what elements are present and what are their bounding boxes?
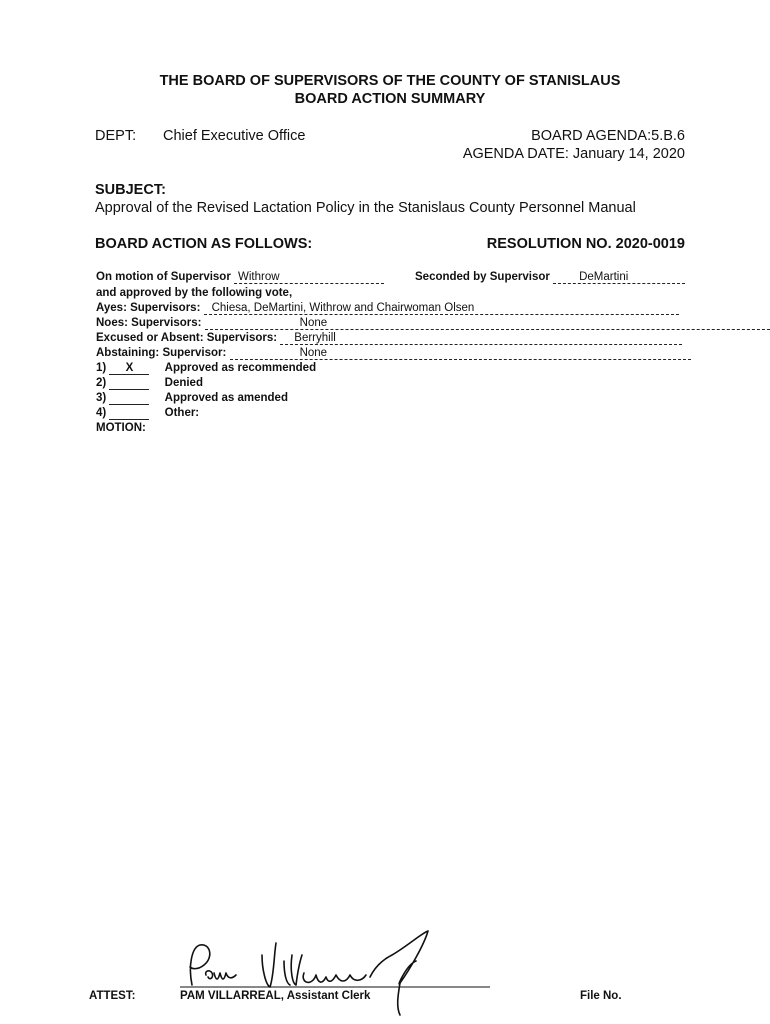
excused-label: Excused or Absent: Supervisors: <box>96 332 278 344</box>
option-mark <box>109 392 149 405</box>
option-mark <box>109 407 149 420</box>
seconded-row <box>415 271 685 285</box>
motion-row <box>96 271 384 285</box>
option-number: 3) <box>96 392 107 404</box>
motion-label: MOTION: <box>96 422 146 434</box>
abstain-label: Abstaining: Supervisor: <box>96 347 227 359</box>
option-label: Other: <box>164 407 200 419</box>
board-action-heading: BOARD ACTION AS FOLLOWS: <box>95 236 313 252</box>
option-mark: X <box>109 362 149 375</box>
option-label: Approved as recommended <box>164 362 317 374</box>
board-agenda: BOARD AGENDA:5.B.6 <box>531 128 685 144</box>
motion-by: Withrow <box>234 271 384 284</box>
option-row <box>96 407 199 421</box>
option-number: 2) <box>96 377 107 389</box>
option-number: 4) <box>96 407 107 419</box>
subject-label: SUBJECT: <box>95 182 166 198</box>
attest-label: ATTEST: <box>89 990 136 1002</box>
ayes-row <box>96 302 679 316</box>
dept-value: Chief Executive Office <box>163 128 306 144</box>
agenda-date: AGENDA DATE: January 14, 2020 <box>462 146 685 162</box>
document-title: THE BOARD OF SUPERVISORS OF THE COUNTY OF STANISLAUS <box>159 73 621 89</box>
signature-image <box>170 925 500 1020</box>
option-label: Denied <box>164 377 203 389</box>
option-row <box>96 362 316 376</box>
abstain-row <box>96 347 691 361</box>
resolution-number: RESOLUTION NO. 2020-0019 <box>486 236 685 252</box>
ayes-value: Chiesa, DeMartini, Withrow and Chairwoman Olsen <box>204 302 679 315</box>
noes-label: Noes: Supervisors: <box>96 317 202 329</box>
option-row <box>96 377 203 391</box>
file-number: File No. <box>580 990 622 1002</box>
dept-label: DEPT: <box>95 128 137 144</box>
excused-row <box>96 332 682 346</box>
option-row <box>96 392 288 406</box>
abstain-value: None <box>230 347 691 360</box>
option-label: Approved as amended <box>164 392 288 404</box>
excused-value: Berryhill <box>280 332 682 345</box>
option-number: 1) <box>96 362 107 374</box>
noes-row <box>96 317 770 331</box>
seconded-by: DeMartini <box>553 271 685 284</box>
document-subtitle: BOARD ACTION SUMMARY <box>294 91 486 107</box>
motion-label: On motion of Supervisor <box>96 271 231 283</box>
approved-line: and approved by the following vote, <box>96 287 293 299</box>
signer-name: PAM VILLARREAL, Assistant Clerk <box>180 990 371 1002</box>
ayes-label: Ayes: Supervisors: <box>96 302 201 314</box>
option-mark <box>109 377 149 390</box>
noes-value: None <box>205 317 770 330</box>
subject-text: Approval of the Revised Lactation Policy in the Stanislaus County Personnel Manual <box>95 200 636 216</box>
seconded-label: Seconded by Supervisor <box>415 271 550 283</box>
